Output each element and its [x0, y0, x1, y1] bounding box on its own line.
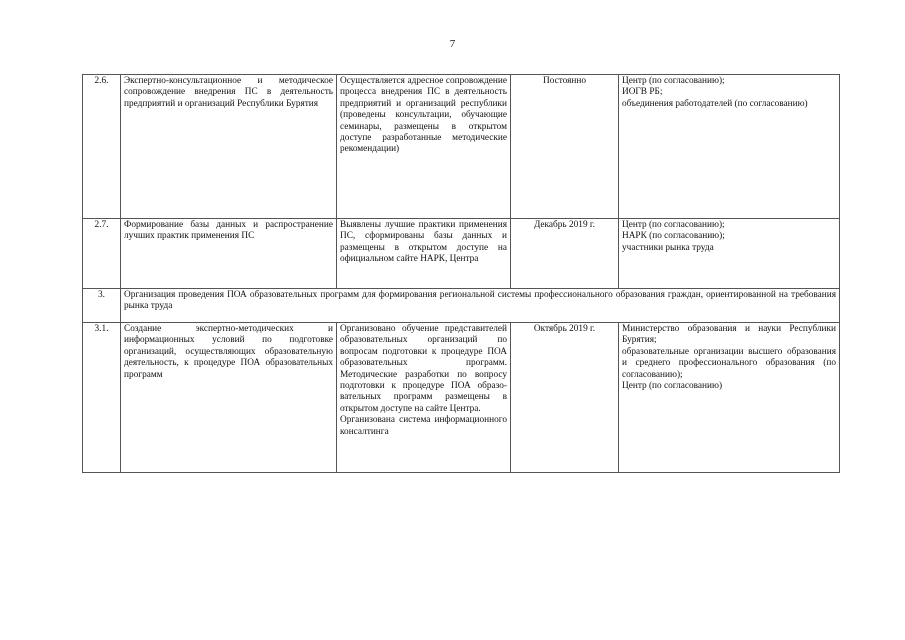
result-cell: Осуществляется адресное сопровождение процесса внедрения ПС в деятельность предприятий и организаций республики (проведены консультации, обучающие семинары, размещены в открытом доступе разработанные методические рекомендации) — [337, 75, 511, 219]
row-number: 3.1. — [83, 323, 121, 473]
result-cell — [337, 323, 511, 473]
table-row — [83, 219, 840, 289]
section-number: 3. — [83, 289, 121, 323]
term-cell: Постоянно — [511, 75, 619, 219]
activity-cell: Экспертно-консультационное и методическое сопровождение внедрения ПС в деятельность предприятий и организаций Республики Бурятия — [121, 75, 337, 219]
result-cell: Выявлены лучшие практики применения ПС, сформированы базы данных и размещены в открытом доступе на официальном сайте НАРК, Центра — [337, 219, 511, 289]
executor-line: Центр (по согласованию); — [622, 76, 725, 86]
row-number: 2.6. — [83, 75, 121, 219]
activity-cell: Формирование базы данных и распространение лучших практик применения ПС — [121, 219, 337, 289]
executor-line: Центр (по согласованию) — [622, 381, 723, 392]
term-cell: Декабрь 2019 г. — [511, 219, 619, 289]
result-line: Организована система информационного консалтинга — [340, 415, 507, 437]
row-number: 2.7. — [83, 219, 121, 289]
table-row — [83, 323, 840, 473]
executor-line: НАРК (по согласованию); — [622, 231, 725, 242]
table-row — [83, 75, 840, 219]
executor-line: объединения работодателей (по согласованию) — [622, 98, 808, 109]
executor-line: Министерство образования и науки Республики Бурятия; — [622, 324, 836, 346]
section-title: Организация проведения ПОА образовательных программ для формирования региональной системы профессионального образования граждан, ориентированной на требования рынка труда — [121, 289, 840, 323]
executor-line: участники рынка труда — [622, 242, 714, 253]
executor-line: ИОГВ РБ; — [622, 87, 663, 98]
section-row — [83, 289, 840, 323]
term-cell: Октябрь 2019 г. — [511, 323, 619, 473]
executor-line: Центр (по согласованию); — [622, 220, 725, 230]
executors-cell — [619, 323, 840, 473]
plan-table — [82, 74, 840, 473]
page-number: 7 — [449, 38, 456, 50]
executors-cell — [619, 75, 840, 219]
activity-cell: Создание экспертно-методических и информационных условий по подготовке организаций, осуществляющих образовательную деятельность, к процедуре ПОА образовательных программ — [121, 323, 337, 473]
executor-line: образовательные организации высшего образования и среднего профессионального образования (по согласованию); — [622, 346, 836, 380]
result-line: Организовано обучение представителей образовательных организаций по вопросам подготовки к процедуре ПОА образовательных программ. Методические разработки по вопросу подготовки к процедуре ПОА образовательных программ размещены в открытом доступе на сайте Центра. — [340, 324, 507, 414]
executors-cell — [619, 219, 840, 289]
